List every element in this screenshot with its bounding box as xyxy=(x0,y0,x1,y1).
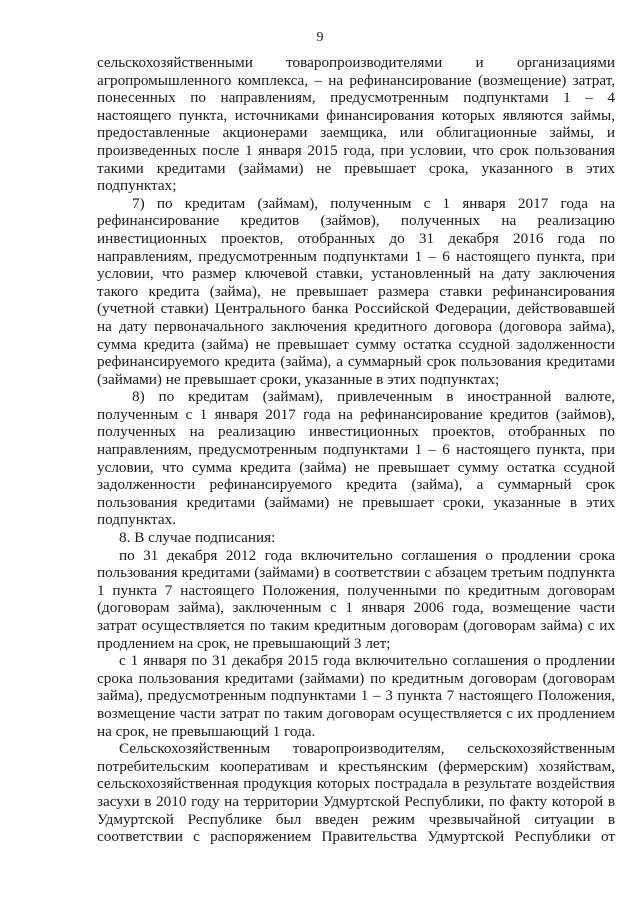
paragraph-drought-2010: Сельскохозяйственным товаропроизводителям, сельскохозяйственным потребительским кооперативам и крестьянским (фермерским) хозяйствам, сельскохозяйственная продукция которых пострадала в результате воздействия засухи в 2010 году на территории Удмуртской Республики, по факту которой в Удмуртской Республике был введен режим чрезвычайной ситуации в соответствии с распоряжением Правительства Удмуртской Республики от xyxy=(97,740,615,846)
page-number: 9 xyxy=(316,30,324,45)
paragraph-2012-agreement: по 31 декабря 2012 года включительно соглашения о продлении срока пользования кредитами (займами) в соответствии с абзацем третьим подпункта 1 пункта 7 настоящего Положения, полученными по кредитным договорам (договорам займа), заключенным с 1 января 2006 года, возмещение части затрат осуществляется по таким кредитным договорам (договорам займа) с их продлением на срок, не превышающий 3 лет; xyxy=(97,546,615,652)
document-body xyxy=(97,54,615,846)
paragraph-subitem-8: 8) по кредитам (займам), привлеченным в иностранной валюте, полученным с 1 января 2017 года на рефинансирование кредитов (займов), полученных на реализацию инвестиционных проектов, отобранных по направлениям, предусмотренным подпунктами 1 – 6 настоящего пункта, при условии, что сумма кредита (займа) не превышает сумму остатка ссудной задолженности рефинансируемого кредита (займа), а суммарный срок пользования кредитами (займами) не превышает сроки, указанные в этих подпунктах. xyxy=(97,388,615,529)
paragraph-subitem-7: 7) по кредитам (займам), полученным с 1 января 2017 года на рефинансирование кредитов (займов), полученных на реализацию инвестиционных проектов, отобранных до 31 декабря 2016 года по направлениям, предусмотренным подпунктами 1 – 6 настоящего пункта, при условии, что размер ключевой ставки, установленный на дату заключения такого кредита (займа), не превышает размера ставки рефинансирования (учетной ставки) Центрального банка Российской Федерации, действовавшей на дату первоначального заключения кредитного договора (договора займа), сумма кредита (займа) не превышает сумму остатка ссудной задолженности рефинансируемого кредита (займа), а суммарный срок пользования кредитами (займами) не превышает сроки, указанные в этих подпунктах; xyxy=(97,194,615,388)
paragraph-continuation: сельскохозяйственными товаропроизводителями и организациями агропромышленного комплекса, – на рефинансирование (возмещение) затрат, понесенных по направлениям, предусмотренным подпунктами 1 – 4 настоящего пункта, источниками финансирования которых являются займы, предоставленные акционерами заемщика, или облигационные займы, и произведенных после 1 января 2015 года, при условии, что срок пользования такими кредитами (займами) не превышает срока, указанного в этих подпунктах; xyxy=(97,54,615,195)
paragraph-section-8-heading: 8. В случае подписания: xyxy=(119,529,276,547)
paragraph-2015-agreement: с 1 января по 31 декабря 2015 года включительно соглашения о продлении срока пользования кредитами (займами) по кредитным договорам (договорам займа), предусмотренным подпунктами 1 – 3 пункта 7 настоящего Положения, возмещение части затрат по таким договорам осуществляется с их продлением на срок, не превышающий 1 года. xyxy=(97,652,615,740)
